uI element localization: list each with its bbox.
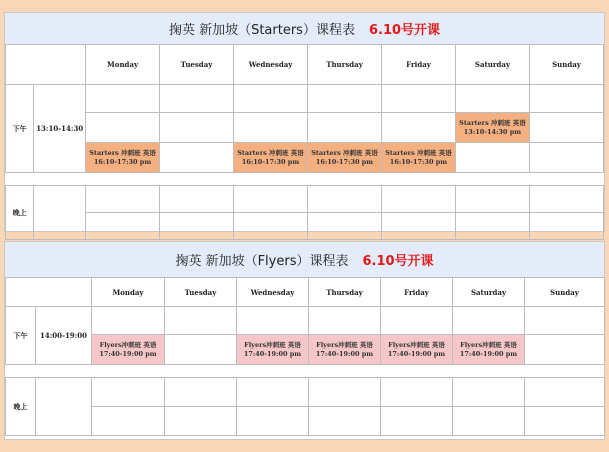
afternoon-time: 14:00-19:00 xyxy=(36,307,92,365)
table-cell xyxy=(234,85,308,113)
class-slot-wednesday xyxy=(234,143,308,173)
class-time: 17:40-19:00 pm xyxy=(387,349,446,358)
table-cell xyxy=(308,113,382,143)
class-time: 17:40-19:00 pm xyxy=(315,349,374,358)
separator-cell xyxy=(6,365,605,378)
corner-cell xyxy=(6,45,86,85)
day-tuesday: Tuesday xyxy=(165,278,237,307)
table-cell xyxy=(455,186,529,213)
starters-title: 掬英 新加坡（Starters）课程表 xyxy=(168,23,355,38)
evening-label: 晚上 xyxy=(6,378,36,436)
table-cell xyxy=(529,213,603,240)
class-time: 17:40-19:00 pm xyxy=(459,349,518,358)
table-cell xyxy=(237,378,309,407)
evening-time-cell xyxy=(36,378,92,436)
table-cell xyxy=(92,378,165,407)
table-cell xyxy=(529,85,603,113)
separator-row xyxy=(6,365,605,378)
table-cell xyxy=(165,335,237,365)
day-friday: Friday xyxy=(382,45,456,85)
class-slot-monday xyxy=(92,335,165,365)
table-cell xyxy=(165,407,237,436)
table-cell xyxy=(160,213,234,240)
separator-row xyxy=(6,173,604,186)
day-friday: Friday xyxy=(381,278,453,307)
table-cell xyxy=(309,378,381,407)
table-cell xyxy=(309,307,381,335)
class-slot-friday xyxy=(382,143,456,173)
afternoon-row-2 xyxy=(6,113,604,143)
class-slot-thursday xyxy=(309,335,381,365)
flyers-schedule xyxy=(4,241,605,440)
table-cell xyxy=(309,407,381,436)
table-cell xyxy=(165,307,237,335)
evening-label: 晚上 xyxy=(6,186,34,240)
table-cell xyxy=(86,186,160,213)
class-time: 16:10-17:30 pm xyxy=(241,157,300,166)
header-row xyxy=(6,278,605,307)
table-cell xyxy=(525,407,605,436)
class-name: Starters 冲刺班 英语 xyxy=(89,148,156,157)
table-cell xyxy=(382,85,456,113)
day-sunday: Sunday xyxy=(529,45,603,85)
table-cell xyxy=(382,186,456,213)
class-slot-monday xyxy=(86,143,160,173)
afternoon-row-1 xyxy=(6,85,604,113)
flyers-title-bar xyxy=(5,242,604,278)
table-cell xyxy=(92,407,165,436)
class-slot-wednesday xyxy=(237,335,309,365)
afternoon-label: 下午 xyxy=(6,307,36,365)
table-cell xyxy=(86,85,160,113)
table-cell xyxy=(86,213,160,240)
day-sunday: Sunday xyxy=(525,278,605,307)
day-saturday: Saturday xyxy=(453,278,525,307)
day-saturday: Saturday xyxy=(455,45,529,85)
flyers-start-date: 6.10号开课 xyxy=(362,254,434,269)
day-thursday: Thursday xyxy=(309,278,381,307)
class-time: 16:10-17:30 pm xyxy=(389,157,448,166)
table-cell xyxy=(160,113,234,143)
class-name: Flyers冲刺班 英语 xyxy=(244,340,301,349)
flyers-title: 掬英 新加坡（Flyers）课程表 xyxy=(175,254,349,269)
table-cell xyxy=(92,307,165,335)
evening-time-cell xyxy=(34,186,86,240)
class-time: 17:40-19:00 pm xyxy=(243,349,302,358)
table-cell xyxy=(453,407,525,436)
evening-row-1 xyxy=(6,186,604,213)
table-cell xyxy=(525,378,605,407)
afternoon-row-3 xyxy=(6,143,604,173)
class-name: Flyers冲刺班 英语 xyxy=(316,340,373,349)
day-tuesday: Tuesday xyxy=(160,45,234,85)
day-wednesday: Wednesday xyxy=(237,278,309,307)
separator-cell xyxy=(6,173,604,186)
starters-start-date: 6.10号开课 xyxy=(368,23,441,38)
class-time: 17:40-19:00 pm xyxy=(99,349,157,358)
table-cell xyxy=(381,407,453,436)
table-cell xyxy=(525,335,605,365)
table-cell xyxy=(160,143,234,173)
table-cell xyxy=(455,143,529,173)
table-cell xyxy=(160,186,234,213)
class-time: 16:10-17:30 pm xyxy=(315,157,374,166)
day-wednesday: Wednesday xyxy=(234,45,308,85)
table-cell xyxy=(237,407,309,436)
table-cell xyxy=(234,113,308,143)
starters-schedule xyxy=(4,12,605,232)
evening-row-1 xyxy=(6,378,605,407)
table-cell xyxy=(382,213,456,240)
table-cell xyxy=(234,186,308,213)
table-cell xyxy=(529,186,603,213)
table-cell xyxy=(165,378,237,407)
afternoon-row-2 xyxy=(6,335,605,365)
table-cell xyxy=(381,378,453,407)
table-cell xyxy=(525,307,605,335)
table-cell xyxy=(455,85,529,113)
table-cell xyxy=(453,307,525,335)
table-cell xyxy=(308,85,382,113)
table-cell xyxy=(529,143,603,173)
class-slot-friday xyxy=(381,335,453,365)
flyers-timetable xyxy=(5,277,605,436)
table-cell xyxy=(234,213,308,240)
class-slot-saturday xyxy=(453,335,525,365)
table-cell xyxy=(160,85,234,113)
evening-row-2 xyxy=(6,407,605,436)
class-time: 13:10-14:30 pm xyxy=(463,127,522,136)
corner-cell xyxy=(6,278,92,307)
class-name: Starters 冲刺班 英语 xyxy=(459,118,526,127)
table-cell xyxy=(455,213,529,240)
class-slot-saturday xyxy=(455,113,529,143)
starters-title-bar xyxy=(5,13,604,45)
afternoon-row-1 xyxy=(6,307,605,335)
class-name: Flyers冲刺班 英语 xyxy=(388,340,445,349)
day-monday: Monday xyxy=(86,45,160,85)
starters-timetable xyxy=(5,44,604,240)
header-row xyxy=(6,45,604,85)
class-name: Flyers冲刺班 英语 xyxy=(99,340,157,349)
table-cell xyxy=(382,113,456,143)
table-cell xyxy=(86,113,160,143)
class-time: 16:10-17:30 pm xyxy=(93,157,152,166)
class-name: Flyers冲刺班 英语 xyxy=(460,340,517,349)
class-name: Starters 冲刺班 英语 xyxy=(237,148,304,157)
day-monday: Monday xyxy=(92,278,165,307)
afternoon-time: 13:10-14:30 xyxy=(34,85,86,173)
table-cell xyxy=(308,213,382,240)
table-cell xyxy=(237,307,309,335)
table-cell xyxy=(453,378,525,407)
afternoon-label: 下午 xyxy=(6,85,34,173)
table-cell xyxy=(381,307,453,335)
class-name: Starters 冲刺班 英语 xyxy=(385,148,452,157)
class-slot-thursday xyxy=(308,143,382,173)
day-thursday: Thursday xyxy=(308,45,382,85)
class-name: Starters 冲刺班 英语 xyxy=(311,148,378,157)
table-cell xyxy=(529,113,603,143)
table-cell xyxy=(308,186,382,213)
evening-row-2 xyxy=(6,213,604,240)
